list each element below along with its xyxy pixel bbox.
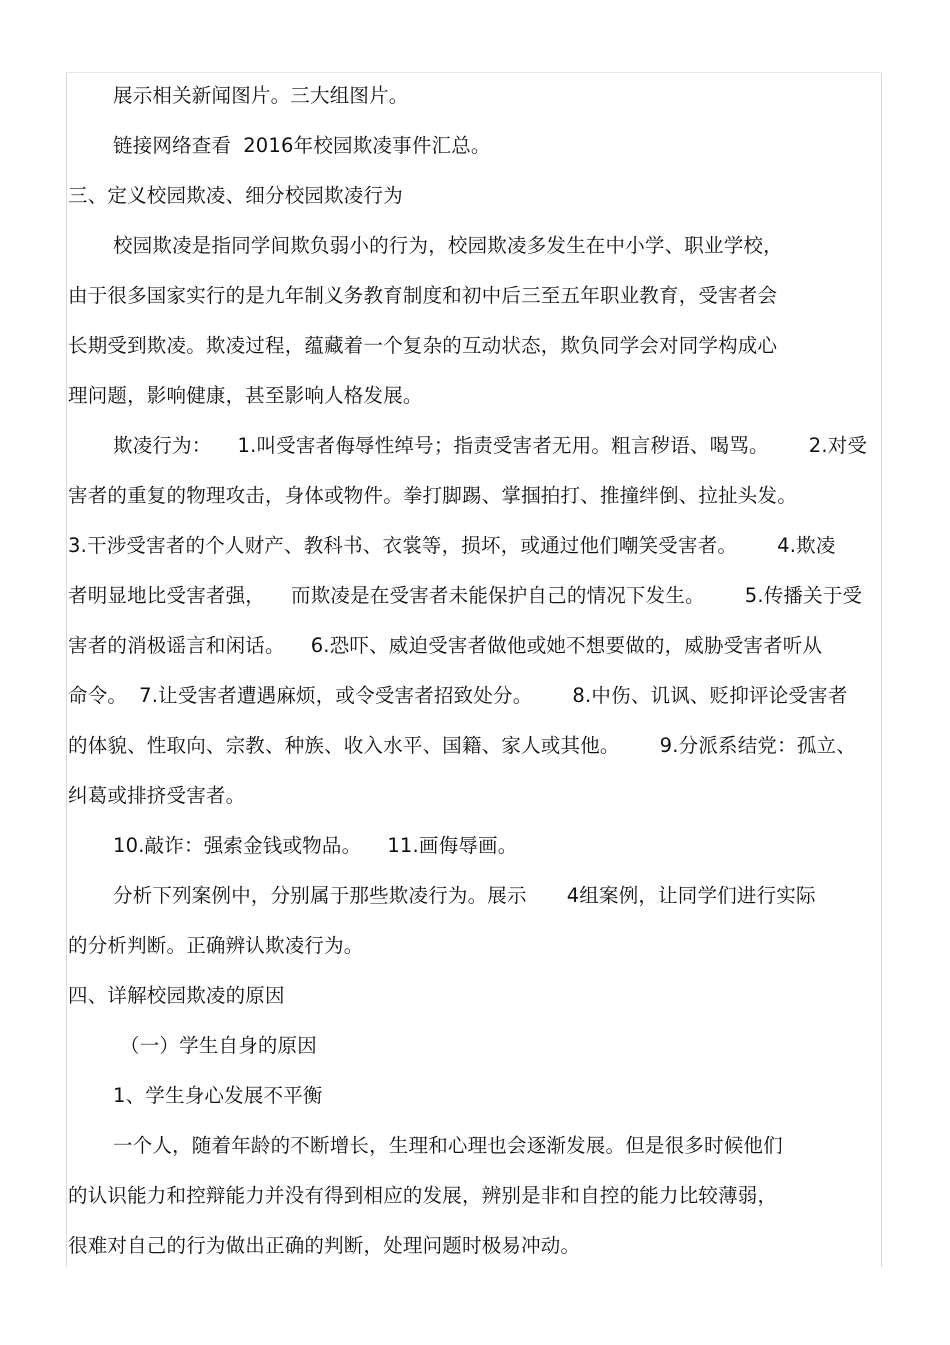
paragraph-line (68, 483, 797, 509)
text-span: 纠葛或排挤受害者。 (68, 784, 246, 807)
paragraph-line (113, 133, 491, 159)
paragraph-line (68, 633, 822, 659)
text-span: 害者的重复的物理攻击，身体或物件。拳打脚踢、掌掴拍打、推撞绊倒、拉扯头发。 (68, 484, 797, 507)
text-span: 害者的消极谣言和闲话。 (68, 634, 285, 657)
paragraph-line (68, 383, 423, 409)
text-span: 1、学生身心发展不平衡 (113, 1084, 323, 1107)
text-span: 一个人，随着年龄的不断增长，生理和心理也会逐渐发展。但是很多时候他们 (113, 1134, 783, 1157)
text-span: 的认识能力和控辩能力并没有得到相应的发展，辨别是非和自控的能力比较薄弱， (68, 1184, 778, 1207)
text-span: 6.恐吓、威迫受害者做他或她不想要做的，威胁受害者听从 (310, 634, 823, 657)
paragraph-line (113, 233, 783, 259)
section-heading (68, 983, 285, 1009)
paragraph-line (68, 583, 862, 609)
text-span: 10.敲诈：强索金钱或物品。 (113, 834, 362, 857)
text-span: 很难对自己的行为做出正确的判断，处理问题时极易冲动。 (68, 1234, 581, 1257)
text-span: 三、定义校园欺凌、细分校园欺凌行为 (68, 184, 403, 207)
paragraph-line (113, 83, 409, 109)
paragraph-line (113, 1133, 783, 1159)
text-span: 四、详解校园欺凌的原因 (68, 984, 285, 1007)
text-span: 链接网络查看 (113, 134, 232, 157)
text-span: 长期受到欺凌。欺凌过程，蕴藏着一个复杂的互动状态，欺负同学会对同学构成心 (68, 334, 778, 357)
text-span: 由于很多国家实行的是九年制义务教育制度和初中后三至五年职业教育，受害者会 (68, 284, 778, 307)
paragraph-line (68, 1183, 777, 1209)
text-span: 的分析判断。正确辨认欺凌行为。 (68, 934, 364, 957)
paragraph-line (68, 933, 364, 959)
paragraph-line (68, 533, 836, 559)
paragraph-line (68, 683, 848, 709)
paragraph-line (68, 783, 245, 809)
text-span: 分析下列案例中，分别属于那些欺凌行为。展示 (113, 884, 527, 907)
paragraph-line (113, 833, 517, 859)
text-span: 11.画侮辱画。 (387, 834, 518, 857)
text-span: 9.分派系结党：孤立、 (659, 734, 856, 757)
paragraph-line (68, 283, 777, 309)
paragraph-line (113, 433, 867, 459)
text-span: 欺凌行为： (113, 434, 212, 457)
paragraph-line (113, 883, 816, 909)
subsection-heading (120, 1033, 317, 1059)
section-heading (68, 183, 403, 209)
subsection-heading (113, 1083, 323, 1109)
text-span: 展示相关新闻图片。三大组图片。 (113, 84, 409, 107)
text-span: 7.让受害者遭遇麻烦，或令受害者招致处分。 (139, 684, 533, 707)
text-span: 者明显地比受害者强， (68, 584, 266, 607)
text-span: （一）学生自身的原因 (120, 1034, 318, 1057)
text-span: 3.干涉受害者的个人财产、教科书、衣裳等，损坏，或通过他们嘲笑受害者。 (68, 534, 738, 557)
text-span: 而欺凌是在受害者未能保护自己的情况下发生。 (291, 584, 705, 607)
text-span: 命令。 (68, 684, 128, 707)
paragraph-line (68, 333, 777, 359)
text-span: 4组案例，让同学们进行实际 (566, 884, 816, 907)
text-span: 2016年校园欺凌事件汇总。 (243, 134, 491, 157)
text-span: 4.欺凌 (777, 534, 836, 557)
text-span: 理问题，影响健康，甚至影响人格发展。 (68, 384, 423, 407)
text-span: 5.传播关于受 (744, 584, 863, 607)
text-span: 2.对受 (808, 434, 868, 457)
paragraph-line (68, 1233, 580, 1259)
text-span: 校园欺凌是指同学间欺负弱小的行为，校园欺凌多发生在中小学、职业学校， (113, 234, 783, 257)
text-span: 8.中伤、讥讽、贬抑评论受害者 (572, 684, 848, 707)
text-span: 1.叫受害者侮辱性绰号；指责受害者无用。粗言秽语、喝骂。 (237, 434, 769, 457)
paragraph-line (68, 733, 856, 759)
text-span: 的体貌、性取向、宗教、种族、收入水平、国籍、家人或其他。 (68, 734, 620, 757)
